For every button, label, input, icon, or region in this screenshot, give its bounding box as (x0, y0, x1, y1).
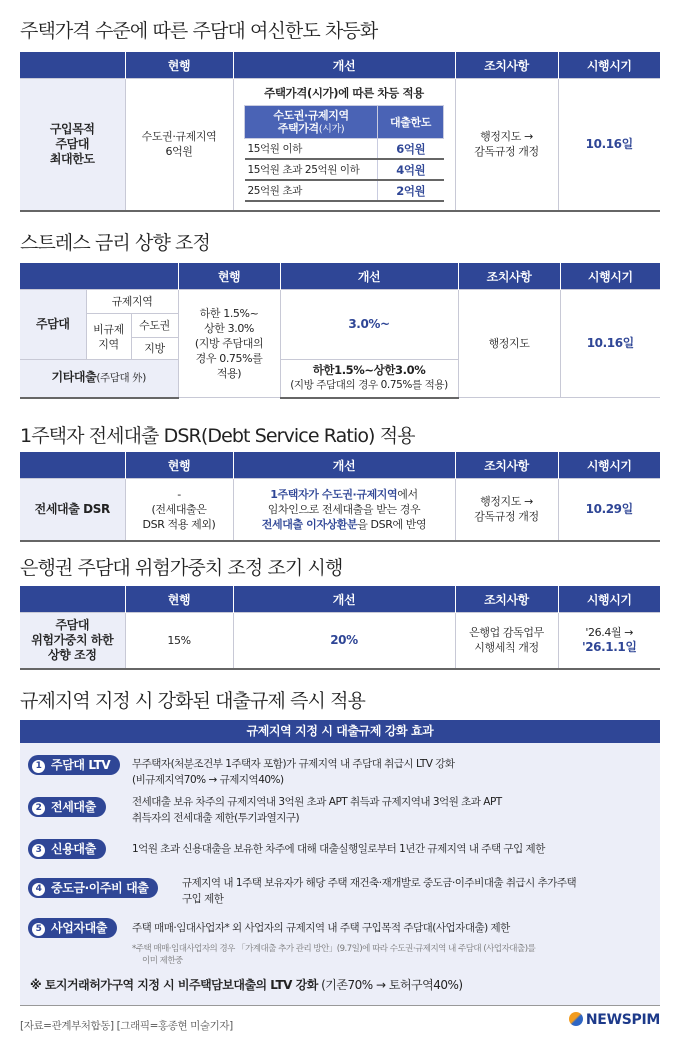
s2-improve-mortgage: 3.0%~ (280, 290, 458, 360)
newspim-logo-icon (569, 1012, 583, 1026)
s2-label-nonregulated: 비규제 지역 (86, 314, 131, 360)
section3-title: 1주택자 전세대출 DSR(Debt Service Ratio) 적용 (20, 425, 415, 447)
section2-title: 스트레스 금리 상향 조정 (20, 232, 210, 254)
s4-action: 은행업 감독업무 시행세칙 개정 (455, 613, 558, 669)
s2-label-mortgage: 주담대 (20, 290, 86, 360)
s4-date: '26.4월 → '26.1.1일 (558, 613, 660, 669)
effect-label-pill: 4 중도금·이주비 대출 (28, 878, 158, 898)
section1-table (20, 52, 660, 212)
s1-inner-limit: 6억원 (378, 139, 444, 160)
land-permit-note: ※ 토지거래허가구역 지정 시 비주택담보대출의 LTV 강화 (기존70% → 토허구역40%) (30, 978, 463, 992)
s3-date: 10.29일 (558, 479, 660, 541)
number-circle-icon: 4 (32, 883, 45, 896)
effect-label-pill: 1 주담대 LTV (28, 755, 120, 775)
number-circle-icon: 3 (32, 844, 45, 857)
s2-header-blank (20, 263, 178, 290)
s2-label-local: 지방 (131, 338, 178, 360)
s1-inner-price: 15억원 초과 25억원 이하 (245, 159, 378, 180)
s1-inner-price: 25억원 초과 (245, 180, 378, 201)
effect-label-pill: 2 전세대출 (28, 797, 106, 817)
s2-improve-other: 하한1.5%~상한3.0% (지방 주담대의 경우 0.75%를 적용) (280, 360, 458, 398)
s1-date: 10.16일 (558, 79, 660, 211)
effect-item (28, 918, 658, 968)
s1-header-blank (20, 52, 125, 79)
s3-action: 행정지도 → 감독규정 개정 (455, 479, 558, 541)
s4-current: 15% (125, 613, 233, 669)
effect-item (28, 878, 658, 914)
section5-title: 규제지역 지정 시 강화된 대출규제 즉시 적용 (20, 690, 366, 712)
s1-inner-limit: 4억원 (378, 159, 444, 180)
s4-improve: 20% (233, 613, 455, 669)
effect-item (28, 755, 658, 791)
number-circle-icon: 2 (32, 802, 45, 815)
s1-header-improve: 개선 (233, 52, 455, 79)
s2-action: 행정지도 (458, 290, 560, 398)
section4-table (20, 586, 660, 670)
s3-header-date: 시행시기 (558, 452, 660, 479)
s3-header-action: 조치사항 (455, 452, 558, 479)
effect-description: 무주택자(처분조건부 1주택자 포함)가 규제지역 내 주담대 취급시 LTV 강화 (비규제지역70% → 규제지역40%) (132, 758, 455, 786)
section1-title: 주택가격 수준에 따른 주담대 여신한도 차등화 (20, 20, 378, 42)
section4-title: 은행권 주담대 위험가중치 조정 조기 시행 (20, 557, 343, 579)
s1-inner-title: 주택가격(시가)에 따른 차등 적용 (264, 86, 424, 101)
s3-header-blank (20, 452, 125, 479)
s2-label-capital: 수도권 (131, 314, 178, 338)
s4-row-label: 주담대 위험가중치 하한 상향 조정 (20, 613, 125, 669)
s1-inner-head-limit: 대출한도 (378, 106, 444, 139)
s4-header-improve: 개선 (233, 586, 455, 613)
s2-label-other: 기타대출(주담대 外) (20, 360, 178, 398)
section2-table (20, 263, 660, 399)
effect-description: 규제지역 내 1주택 보유자가 해당 주택 재건축·재개발로 중도금·이주비대출 취급시 추가주택 구입 제한 (182, 877, 577, 905)
s1-inner-head-price: 수도권·규제지역 주택가격(시가) (245, 106, 378, 139)
s1-header-date: 시행시기 (558, 52, 660, 79)
s1-action: 행정지도 → 감독규정 개정 (455, 79, 558, 211)
regulation-effects-header: 규제지역 지정 시 대출규제 강화 효과 (20, 720, 660, 743)
newspim-logo: NEWSPIM (569, 1012, 660, 1028)
section3-table (20, 452, 660, 542)
effect-description: 전세대출 보유 차주의 규제지역내 3억원 초과 APT 취득과 규제지역내 3억원 초과 APT 취득자의 전세대출 제한(투기과열지구) (132, 796, 502, 824)
number-circle-icon: 5 (32, 923, 45, 936)
regulation-effects-box (20, 720, 660, 1006)
s2-current: 하한 1.5%~ 상한 3.0% (지방 주담대의 경우 0.75%를 적용) (178, 290, 280, 398)
effect-item (28, 797, 658, 833)
s1-row-label: 구입목적 주담대 최대한도 (20, 79, 125, 211)
effect-item (28, 839, 658, 865)
s1-inner-price: 15억원 이하 (245, 139, 378, 160)
s4-header-current: 현행 (125, 586, 233, 613)
effect-description: 주택 매매·임대사업자* 외 사업자의 규제지역 내 주택 구입목적 주담대(사업자대출) 제한 (132, 922, 510, 934)
effect-label-pill: 3 신용대출 (28, 839, 106, 859)
effect-description: 1억원 초과 신용대출을 보유한 차주에 대해 대출실행일로부터 1년간 규제지역 내 주택 구입 제한 (132, 843, 545, 855)
s3-improve: 1주택자가 수도권·규제지역에서 임차인으로 전세대출을 받는 경우 전세대출 이자상환분을 DSR에 반영 (233, 479, 455, 541)
effect-label-pill: 5 사업자대출 (28, 918, 117, 938)
s2-label-regulated: 규제지역 (86, 290, 178, 314)
s3-row-label: 전세대출 DSR (20, 479, 125, 541)
s3-header-current: 현행 (125, 452, 233, 479)
s4-header-date: 시행시기 (558, 586, 660, 613)
s1-improve (233, 79, 455, 211)
s3-current: - (전세대출은 DSR 적용 제외) (125, 479, 233, 541)
s1-current: 수도권·규제지역 6억원 (125, 79, 233, 211)
s2-header-improve: 개선 (280, 263, 458, 290)
s1-header-current: 현행 (125, 52, 233, 79)
s2-header-date: 시행시기 (560, 263, 660, 290)
s2-date: 10.16일 (560, 290, 660, 398)
s1-header-action: 조치사항 (455, 52, 558, 79)
s4-header-blank (20, 586, 125, 613)
s1-inner-table (244, 105, 444, 202)
effect-footnote: *주택 매매·임대사업자의 경우 「가계대출 추가 관리 방안」(9.7일)에 따라 수도권·규제지역 내 주담대 (사업자대출)를 이미 제한중 (132, 944, 536, 966)
s1-inner-limit: 2억원 (378, 180, 444, 201)
source-credit: [자료=관계부처합동] [그래픽=홍종현 미술기자] (20, 1020, 233, 1032)
s2-header-action: 조치사항 (458, 263, 560, 290)
s4-header-action: 조치사항 (455, 586, 558, 613)
s2-header-current: 현행 (178, 263, 280, 290)
s3-header-improve: 개선 (233, 452, 455, 479)
number-circle-icon: 1 (32, 760, 45, 773)
